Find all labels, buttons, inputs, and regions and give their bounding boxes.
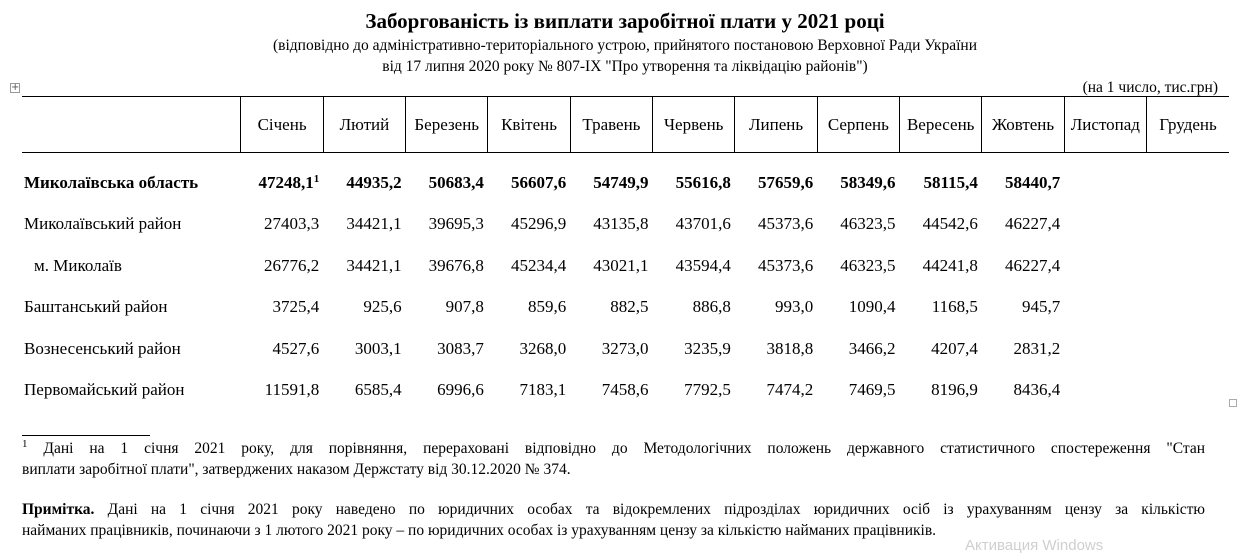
value-cell: 7469,5 <box>848 380 896 400</box>
unit-note: (на 1 число, тис.грн) <box>1082 79 1218 96</box>
row-name: Миколаївський район <box>24 214 182 234</box>
row-name: Вознесенський район <box>24 338 181 358</box>
note-line-1: Примітка. Дані на 1 січня 2021 року наведено по юридичних особах та відокремлених підрозділах юридичних осіб із урахуванням цензу за кількістю <box>22 501 1205 518</box>
footnote-ref: 1 <box>313 173 320 186</box>
note-label: Примітка. <box>22 501 95 518</box>
value-cell: 8196,9 <box>931 380 978 400</box>
value-cell: 7458,6 <box>601 380 649 400</box>
value-cell: 4527,6 <box>272 338 320 358</box>
value-cell <box>1064 370 1146 412</box>
header-month: Травень <box>570 97 652 153</box>
value-cell: 43135,8 <box>593 214 649 234</box>
value-cell: 34421,1 <box>346 255 402 275</box>
value-cell: 45296,9 <box>510 214 567 234</box>
table-row-region <box>22 153 1229 204</box>
value-cell: 27403,3 <box>263 214 320 234</box>
value-cell: 3268,0 <box>519 338 567 358</box>
footnote-line-2: виплати заробітної плати", затверджених наказом Держстату від 30.12.2020 № 374. <box>22 461 571 478</box>
header-month: Грудень <box>1147 97 1229 153</box>
value-cell <box>1064 204 1146 246</box>
row-name: Миколаївська область <box>24 173 199 193</box>
value-cell: 3466,2 <box>848 338 896 358</box>
table-resize-handle[interactable] <box>1229 399 1237 407</box>
value-cell: 58349,6 <box>840 173 896 193</box>
value-cell: 4207,4 <box>931 338 978 358</box>
footnote <box>22 438 1205 480</box>
value-cell: 43701,6 <box>675 214 731 234</box>
value-cell: 882,5 <box>610 297 649 317</box>
value-cell: 58115,4 <box>923 173 978 193</box>
value-cell: 1168,5 <box>931 297 978 317</box>
value-cell: 6996,6 <box>437 380 484 400</box>
value-cell: 886,8 <box>692 297 731 317</box>
value-cell: 3725,4 <box>272 297 320 317</box>
value-cell <box>1064 287 1146 329</box>
value-cell <box>1064 153 1146 204</box>
value-cell: 26776,2 <box>263 255 320 275</box>
value-cell: 8436,4 <box>1013 380 1061 400</box>
value-cell: 46227,4 <box>1004 255 1061 275</box>
value-cell <box>1147 287 1229 329</box>
value-cell: 56607,6 <box>510 173 567 193</box>
value-cell <box>1147 328 1229 370</box>
value-cell <box>1147 245 1229 287</box>
value-cell: 46227,4 <box>1004 214 1061 234</box>
header-month: Серпень <box>817 97 899 153</box>
value-cell <box>1064 328 1146 370</box>
wage-arrears-table <box>22 96 1229 411</box>
value-cell: 43021,1 <box>593 255 649 275</box>
value-cell: 58440,7 <box>1004 173 1061 193</box>
value-cell: 3003,1 <box>354 338 402 358</box>
header-month: Квітень <box>488 97 570 153</box>
value-cell: 44935,2 <box>346 173 402 193</box>
value-cell <box>1147 153 1229 204</box>
footnote-separator <box>22 435 150 436</box>
value-cell: 44542,6 <box>922 214 978 234</box>
header-month: Липень <box>735 97 817 153</box>
row-name: Баштанський район <box>24 297 168 317</box>
value-cell: 43594,4 <box>675 255 731 275</box>
value-cell: 7792,5 <box>684 380 731 400</box>
value-cell: 39676,8 <box>428 255 484 275</box>
value-cell: 3083,7 <box>437 338 484 358</box>
value-cell: 6585,4 <box>354 380 402 400</box>
value-cell: 1090,4 <box>848 297 896 317</box>
value-cell: 907,8 <box>445 297 484 317</box>
header-month: Жовтень <box>982 97 1064 153</box>
value-cell: 11591,8 <box>264 380 320 400</box>
value-cell: 44241,8 <box>922 255 978 275</box>
header-month: Січень <box>241 97 323 153</box>
value-cell: 3235,9 <box>684 338 731 358</box>
note-line-2: найманих працівників, починаючи з 1 лютого 2021 року – по юридичних особах із урахуванням цензу за кількістю найманих працівників. <box>22 522 937 539</box>
footnote-marker: 1 <box>22 438 28 450</box>
table-row <box>22 328 1229 370</box>
value-cell: 7474,2 <box>766 380 814 400</box>
footnote-line-1: $^1$ Дані на 1 січня 2021 року, для порівняння, перераховані відповідно до Методологічних положень державного статистичного спостереження "Стан <box>22 438 1205 457</box>
value-cell: 859,6 <box>527 297 567 317</box>
subtitle-line-2: від 17 липня 2020 року № 807-IX "Про утворення та ліквідацію районів") <box>382 58 868 75</box>
value-cell: 39695,3 <box>428 214 484 234</box>
header-name-cell <box>22 97 241 153</box>
value-cell: 46323,5 <box>840 214 896 234</box>
header-month: Листопад <box>1064 97 1146 153</box>
value-cell: 3818,8 <box>766 338 814 358</box>
row-name: Первомайський район <box>24 380 185 400</box>
value-cell: 47248,1$^1$ <box>258 173 320 193</box>
value-cell: 46323,5 <box>840 255 896 275</box>
value-cell <box>1147 204 1229 246</box>
value-cell: 45373,6 <box>757 255 814 275</box>
note <box>22 499 1205 541</box>
value-cell: 945,7 <box>1021 297 1061 317</box>
value-cell <box>1064 245 1146 287</box>
value-cell: 3273,0 <box>601 338 649 358</box>
header-month: Лютий <box>323 97 405 153</box>
value-cell: 57659,6 <box>757 173 814 193</box>
header-month: Червень <box>653 97 735 153</box>
value-cell: 925,6 <box>363 297 402 317</box>
value-cell: 45234,4 <box>510 255 567 275</box>
value-cell: 50683,4 <box>428 173 484 193</box>
value-cell: 54749,9 <box>593 173 649 193</box>
header-month: Вересень <box>900 97 982 153</box>
table-row <box>22 287 1229 329</box>
row-name: м. Миколаїв <box>34 255 122 275</box>
value-cell: 993,0 <box>774 297 814 317</box>
windows-activation-watermark: Активация Windows <box>965 537 1104 554</box>
value-cell: 34421,1 <box>346 214 402 234</box>
page-title: Заборгованість із виплати заробітної плати у 2021 році <box>365 9 885 33</box>
table-move-handle-icon[interactable]: + <box>11 82 20 93</box>
value-cell: 7183,1 <box>519 380 567 400</box>
table-header-row <box>22 97 1229 153</box>
subtitle-line-1: (відповідно до адміністративно-територіального устрою, прийнятого постановою Верховної Ради України <box>272 37 977 54</box>
table-row <box>22 204 1229 246</box>
value-cell: 55616,8 <box>675 173 731 193</box>
header-month: Березень <box>406 97 488 153</box>
table-row <box>22 245 1229 287</box>
table-row <box>22 370 1229 412</box>
value-cell: 2831,2 <box>1013 338 1061 358</box>
value-cell <box>1147 370 1229 412</box>
value-cell: 45373,6 <box>757 214 814 234</box>
